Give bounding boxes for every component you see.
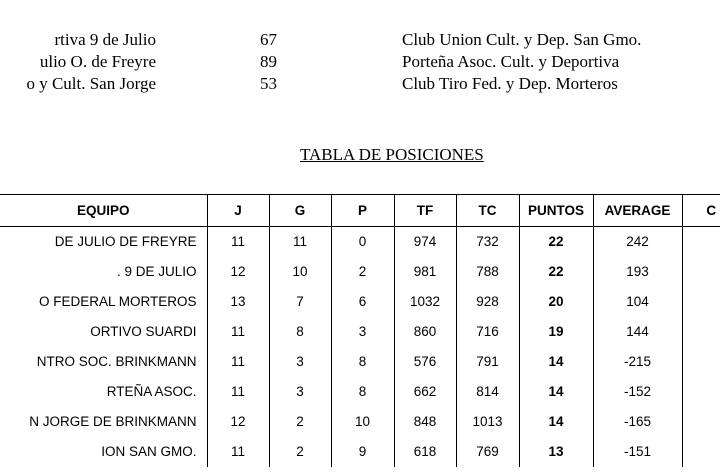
average: 193: [593, 257, 682, 287]
won: 10: [269, 257, 331, 287]
won: 3: [269, 377, 331, 407]
score: 67: [260, 30, 277, 49]
points-against: 716: [456, 317, 519, 347]
lost: 0: [331, 227, 394, 257]
points: 22: [519, 227, 593, 257]
team-name: O FEDERAL MORTEROS: [38, 294, 197, 309]
lost: 6: [331, 287, 394, 317]
points-for: 860: [394, 317, 456, 347]
col-header-team: EQUIPO: [0, 195, 207, 227]
table-row: [0, 377, 720, 407]
extra-cell: [682, 287, 720, 317]
col-header-points-against: TC: [456, 195, 519, 227]
points-for: 662: [394, 377, 456, 407]
col-header-average: AVERAGE: [593, 195, 682, 227]
average: 104: [593, 287, 682, 317]
col-header-extra: C: [682, 195, 720, 227]
played: 12: [207, 407, 269, 437]
extra-cell: [682, 377, 720, 407]
extra-cell: [682, 437, 720, 467]
won: 11: [269, 227, 331, 257]
lost: 10: [331, 407, 394, 437]
points-against: 791: [456, 347, 519, 377]
points-against: 814: [456, 377, 519, 407]
table-row: [0, 407, 720, 437]
points-for: 1032: [394, 287, 456, 317]
points: 19: [519, 317, 593, 347]
lost: 9: [331, 437, 394, 467]
col-header-points-for: TF: [394, 195, 456, 227]
won: 2: [269, 437, 331, 467]
points-against: 928: [456, 287, 519, 317]
team-name: ION SAN GMO.: [101, 444, 197, 459]
played: 11: [207, 377, 269, 407]
won: 8: [269, 317, 331, 347]
team-name: NTRO SOC. BRINKMANN: [36, 354, 197, 369]
points: 14: [519, 347, 593, 377]
away-team: Club Union Cult. y Dep. San Gmo.: [402, 30, 642, 49]
average: -151: [593, 437, 682, 467]
away-team: Porteña Asoc. Cult. y Deportiva: [402, 52, 620, 71]
team-name: DE JULIO DE FREYRE: [54, 234, 197, 250]
standings-table: [0, 194, 720, 467]
extra-cell: [682, 227, 720, 257]
table-row: [0, 347, 720, 377]
extra-cell: [682, 407, 720, 437]
won: 2: [269, 407, 331, 437]
table-row: [0, 317, 720, 347]
extra-cell: [682, 257, 720, 287]
played: 11: [207, 347, 269, 377]
away-team: Club Tiro Fed. y Dep. Morteros: [402, 74, 618, 93]
played: 11: [207, 227, 269, 257]
played: 13: [207, 287, 269, 317]
table-row: [0, 287, 720, 317]
played: 11: [207, 437, 269, 467]
team-name: ORTIVO SUARDI: [90, 324, 197, 339]
table-row: [0, 257, 720, 287]
team-name: RTEÑA ASOC.: [106, 384, 197, 399]
table-header-row: [0, 195, 720, 227]
extra-cell: [682, 347, 720, 377]
lost: 8: [331, 347, 394, 377]
table-row: [0, 227, 720, 257]
result-row: [0, 52, 720, 74]
points: 13: [519, 437, 593, 467]
team-name: . 9 DE JULIO: [116, 264, 197, 279]
points: 14: [519, 407, 593, 437]
lost: 8: [331, 377, 394, 407]
points-for: 618: [394, 437, 456, 467]
average: -215: [593, 347, 682, 377]
match-results: [0, 30, 720, 96]
points-for: 974: [394, 227, 456, 257]
points-against: 788: [456, 257, 519, 287]
points-against: 1013: [456, 407, 519, 437]
standings-title: TABLA DE POSICIONES: [300, 145, 484, 164]
col-header-lost: P: [331, 195, 394, 227]
points-for: 576: [394, 347, 456, 377]
points: 22: [519, 257, 593, 287]
points: 14: [519, 377, 593, 407]
points-against: 769: [456, 437, 519, 467]
team-name: N JORGE DE BRINKMANN: [29, 414, 197, 429]
home-team: ulio O. de Freyre: [39, 52, 156, 71]
result-row: [0, 74, 720, 96]
points-for: 981: [394, 257, 456, 287]
score: 53: [260, 74, 277, 93]
score: 89: [260, 52, 277, 71]
won: 3: [269, 347, 331, 377]
col-header-played: J: [207, 195, 269, 227]
result-row: [0, 30, 720, 52]
col-header-points: PUNTOS: [519, 195, 593, 227]
points-against: 732: [456, 227, 519, 257]
average: 242: [593, 227, 682, 257]
points-for: 848: [394, 407, 456, 437]
played: 12: [207, 257, 269, 287]
lost: 2: [331, 257, 394, 287]
points: 20: [519, 287, 593, 317]
played: 11: [207, 317, 269, 347]
table-row: [0, 437, 720, 467]
average: -152: [593, 377, 682, 407]
home-team: o y Cult. San Jorge: [26, 74, 156, 93]
home-team: rtiva 9 de Julio: [54, 30, 156, 49]
won: 7: [269, 287, 331, 317]
lost: 3: [331, 317, 394, 347]
average: -165: [593, 407, 682, 437]
average: 144: [593, 317, 682, 347]
extra-cell: [682, 317, 720, 347]
col-header-won: G: [269, 195, 331, 227]
